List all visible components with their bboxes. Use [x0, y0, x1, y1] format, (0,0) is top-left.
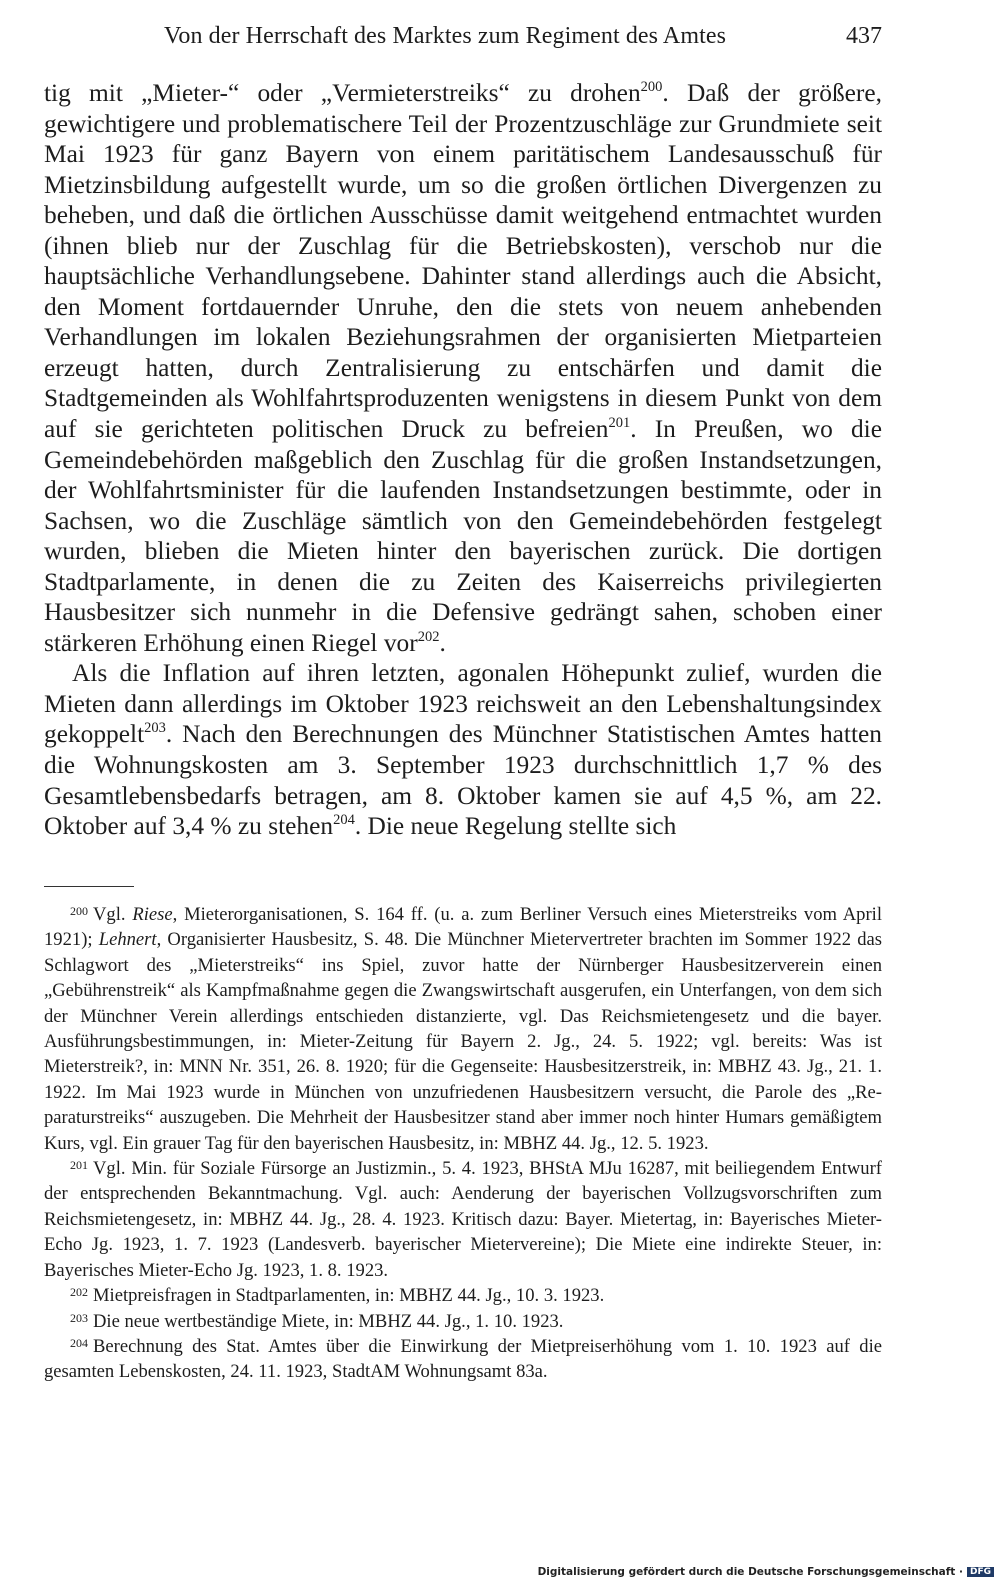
body-text: . In Preußen, wo die Gemeindebehörden maßgeblich den Zuschlag für die großen Instandsetzungen, der Wohlfahrtsminister für die laufenden Instandsetzungen bestimmte, oder in Sachsen, wo die Zuschläge sämtlich von den Gemeindebehörden festgelegt wurden, blieben die Mieten hinter den bayerischen zurück. Die dortigen Stadtparlamente, in denen die zu Zeiten des Kaiserreichs privilegierten Hausbesitzer sich nunmehr in die Defensive gedrängt sahen, schoben einer stärkeren Erhöhung einen Riegel vor [44, 415, 882, 657]
body-text: Als die Inflation auf ihren letzten, agonalen Höhepunkt zulief, wurden die Mieten dann allerdings im Oktober 1923 reichsweit an den Lebenshaltungsindex gekoppelt [44, 659, 882, 749]
footnote-number: 202 [70, 1285, 88, 1300]
body-text: . Daß der größere, gewichtigere und problematischere Teil der Prozentzuschläge zur Grundmiete seit Mai 1923 für ganz Bayern von einem paritätischem Landesausschuß für Mietzinsbildung aufgestellt wurde, um so die großen örtlichen Divergenzen zu beheben, und daß die örtlichen Ausschüsse damit weitgehend entmachtet wurden (ihnen blieb nur der Zuschlag für die Betriebskosten), verschob nur die hauptsächliche Verhandlungsebene. Dahinter stand allerdings auch die Absicht, den Moment fortdauernder Unruhe, den die stets von neuem anhebenden Verhandlungen im lokalen Beziehungsrahmen der organisierten Mietparteien erzeugt hatten, durch Zentralisierung zu entschärfen und damit die Stadtgemeinden als Wohlfahrtsproduzenten wenigstens in diesem Punkt von dem auf sie gerichteten politischen Druck zu befreien [44, 79, 882, 444]
footnote-author: Riese [132, 904, 173, 925]
main-text [44, 78, 882, 842]
digitization-credit [538, 1566, 994, 1578]
dfg-logo: DFG [967, 1567, 994, 1577]
running-header [44, 18, 882, 58]
body-text: . Nach den Berechnungen des Münchner Statistischen Amtes hatten die Wohnungskosten am 3. September 1923 durchschnittlich 1,7 % des Gesamtlebensbedarfs betragen, am 8. Oktober kamen sie auf 4,5 %, am 22. Oktober auf 3,4 % zu stehen [44, 720, 882, 841]
footnote-ref-202[interactable]: 202 [417, 628, 440, 645]
footnote-ref-203[interactable]: 203 [144, 720, 166, 737]
footnote-text: Vgl. [93, 904, 133, 925]
footnote-202 [44, 1283, 882, 1308]
footnote-text: Die neue wertbeständige Miete, in: MBHZ 44. Jg., 1. 10. 1923. [93, 1310, 564, 1332]
footnote-number: 203 [70, 1310, 88, 1325]
footnote-ref-204[interactable]: 204 [333, 812, 355, 829]
running-title: Von der Herrschaft des Marktes zum Regiment des Amtes [164, 23, 727, 49]
footnotes [44, 902, 882, 1385]
page-number: 437 [846, 23, 882, 49]
footnote-201 [44, 1156, 882, 1283]
footnote-text: Vgl. Min. für Soziale Fürsorge an Justizmin., 5. 4. 1923, BHStA MJu 16287, mit beiliegendem Entwurf der entsprechenden Bekanntmachung. Vgl. auch: Aenderung der bayerischen Vollzugsvorschriften zum Reichsmietengesetz, in: MBHZ 44. Jg., 28. 4. 1923. Kritisch dazu: Bayer. Mietertag, in: Bayerisches Mieter-Echo Jg. 1923, 1. 7. 1923 (Landesverb. bayerischer Mietervereine); Die Miete eine indirekte Steuer, in: Bayerisches Mieter-Echo Jg. 1923, 1. 8. 1923. [44, 1158, 882, 1281]
footnote-divider [44, 886, 134, 887]
footnote-text: , Mieterorganisationen, S. 164 ff. (u. a. zum Berliner Versuch eines Mieterstreiks vom April 1921); [44, 904, 883, 951]
body-paragraph-2 [44, 658, 882, 841]
footnote-number: 204 [70, 1335, 88, 1350]
footnote-number: 201 [70, 1158, 88, 1173]
body-text: . [439, 628, 446, 657]
footnote-200 [44, 902, 882, 1156]
footnote-text: Berechnung des Stat. Amtes über die Einwirkung der Mietpreiserhöhung vom 1. 10. 1923 auf die gesamten Lebenskosten, 24. 11. 1923, StadtAM Wohnungsamt 83a. [44, 1335, 882, 1383]
body-text: . Die neue Regelung stellte sich [354, 812, 677, 841]
footnote-number: 200 [70, 904, 88, 918]
credit-text: Digitalisierung gefördert durch die Deutsche Forschungsgemeinschaft · [537, 1566, 963, 1578]
body-paragraph-1 [44, 78, 882, 658]
footnote-ref-200[interactable]: 200 [640, 79, 663, 95]
footnote-204 [44, 1334, 882, 1385]
body-text: tig mit „Mieter-“ oder „Vermieterstreiks“ zu drohen [44, 79, 641, 107]
footnote-text: , Organisierter Hausbesitz, S. 48. Die Münchner Mietervertreter brachten im Sommer 1922 das Schlagwort des „Mieterstreiks“ ins Spiel, zuvor hatte der Nürnberger Hausbesitzerverein einen „Gebührenstreik“ als Kampfmaßnahme gegen die Zwangswirtschaft ausgerufen, ein Unterfangen, von dem sich der Münchner Verein allerdings entschieden distanzierte, vgl. Das Reichsmietengesetz und die bayer. Ausführungsbestimmungen, in: Mieter-Zeitung für Bayern 2. Jg., 24. 5. 1922; vgl. bereits: Was ist Mieterstreik?, in: MNN Nr. 351, 26. 8. 1920; für die Gegenseite: Hausbesitzerstreik, in: MBHZ 43. Jg., 21. 1. 1922. Im Mai 1923 wurde in München von unzufriedenen Hausbesitzern versucht, die Parole des „Reparaturstreiks“ auszugeben. Die Mehrheit der Hausbesitzer stand aber immer noch hinter Humars gemäßigtem Kurs, vgl. Ein grauer Tag für den bayerischen Hausbesitz, in: MBHZ 44. Jg., 12. 5. 1923. [44, 929, 882, 1154]
footnote-text: Mietpreisfragen in Stadtparlamenten, in: MBHZ 44. Jg., 10. 3. 1923. [93, 1285, 605, 1307]
footnote-author: Lehnert [98, 929, 157, 951]
footnote-203 [44, 1309, 882, 1334]
footnote-ref-201[interactable]: 201 [608, 415, 631, 432]
